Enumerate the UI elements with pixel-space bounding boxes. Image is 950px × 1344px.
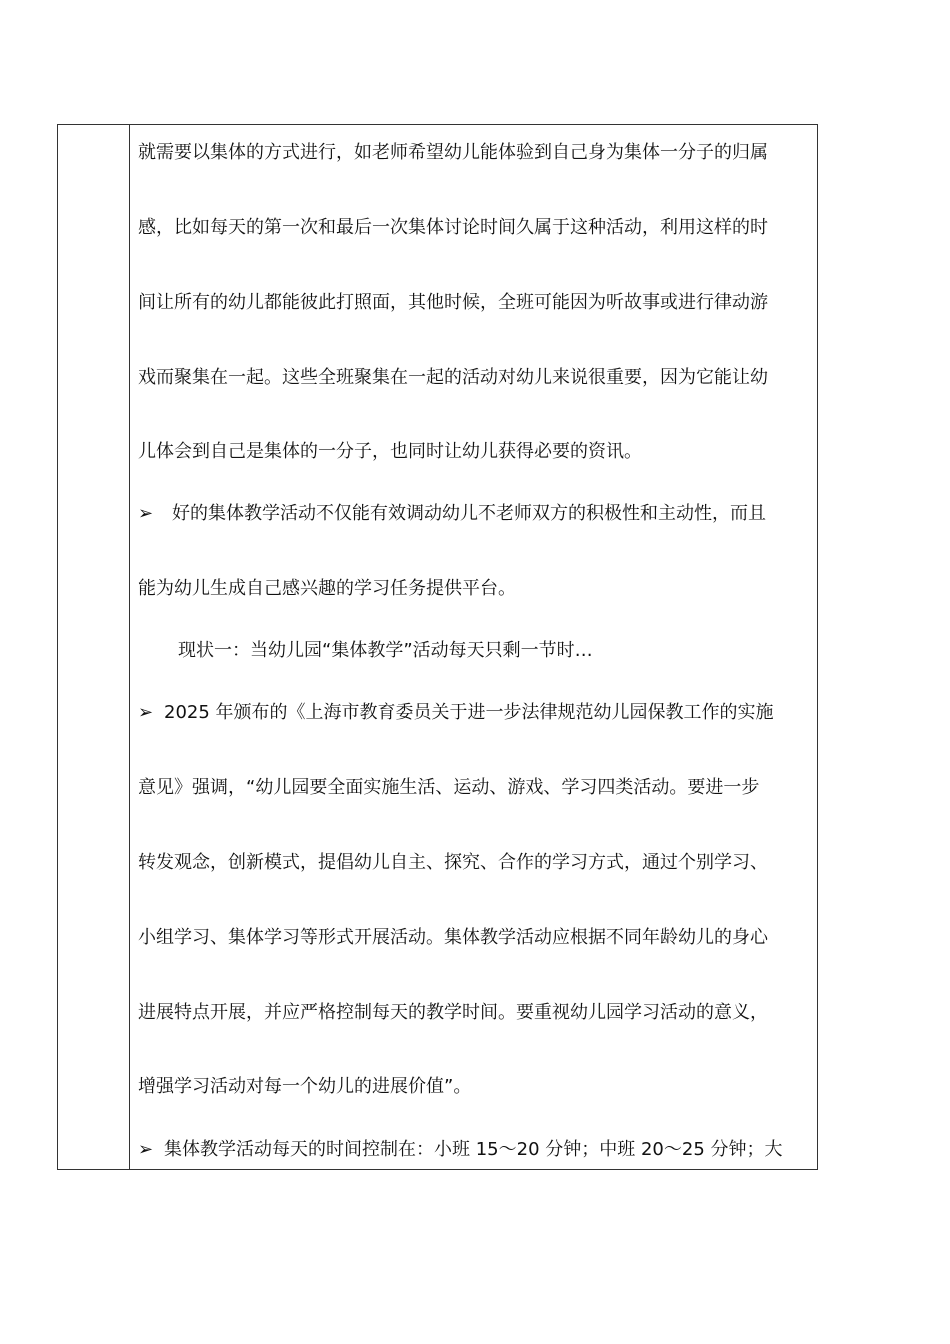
document-table xyxy=(57,124,818,1170)
bullet-item-2-line-4: 小组学习、集体学习等形式开展活动。集体教学活动应根据不同年龄幼儿的身心 xyxy=(138,927,768,948)
bullet-item-2 xyxy=(138,701,809,725)
column-divider xyxy=(129,125,130,1169)
bullet-item-2-line-5: 进展特点开展，并应严格控制每天的教学时间。要重视幼儿园学习活动的意义， xyxy=(138,1002,768,1023)
bullet-item-2-line-2: 意见》强调，“幼儿园要全面实施生活、运动、游戏、学习四类活动。要进一步 xyxy=(138,777,760,798)
paragraph-line-5: 儿体会到自己是集体的一分子，也同时让幼儿获得必要的资讯。 xyxy=(138,441,642,462)
bullet-item-2-line-6: 增强学习活动对每一个幼儿的进展价值”。 xyxy=(138,1076,472,1097)
bullet-item-3 xyxy=(138,1138,809,1162)
bullet-item-1-continuation: 能为幼儿生成自己感兴趣的学习任务提供平台。 xyxy=(138,578,516,599)
section-heading: 现状一：当幼儿园“集体教学”活动每天只剩一节时… xyxy=(178,640,593,661)
bullet-item-3-text: 集体教学活动每天的时间控制在：小班 15～20 分钟；中班 20～25 分钟；大 xyxy=(164,1139,783,1160)
paragraph-line-4: 戏而聚集在一起。这些全班聚集在一起的活动对幼儿来说很重要，因为它能让幼 xyxy=(138,367,768,388)
paragraph-line-2: 感，比如每天的第一次和最后一次集体讨论时间久属于这种活动，利用这样的时 xyxy=(138,217,768,238)
bullet-item-1 xyxy=(138,502,809,526)
paragraph-line-3: 间让所有的幼儿都能彼此打照面，其他时候，全班可能因为听故事或进行律动游 xyxy=(138,292,768,313)
bullet-item-2-text: 2025 年颁布的《上海市教育委员关于进一步法律规范幼儿园保教工作的实施 xyxy=(164,702,774,723)
bullet-arrow-icon: ➢ xyxy=(138,702,154,723)
bullet-item-1-text: 好的集体教学活动不仅能有效调动幼儿不老师双方的积极性和主动性，而且 xyxy=(172,503,766,524)
bullet-arrow-icon: ➢ xyxy=(138,503,154,524)
table-content-cell xyxy=(138,125,809,1169)
bullet-item-2-line-3: 转发观念，创新模式，提倡幼儿自主、探究、合作的学习方式，通过个别学习、 xyxy=(138,852,768,873)
paragraph-line-1: 就需要以集体的方式进行，如老师希望幼儿能体验到自己身为集体一分子的归属 xyxy=(138,142,768,163)
bullet-arrow-icon: ➢ xyxy=(138,1139,154,1160)
